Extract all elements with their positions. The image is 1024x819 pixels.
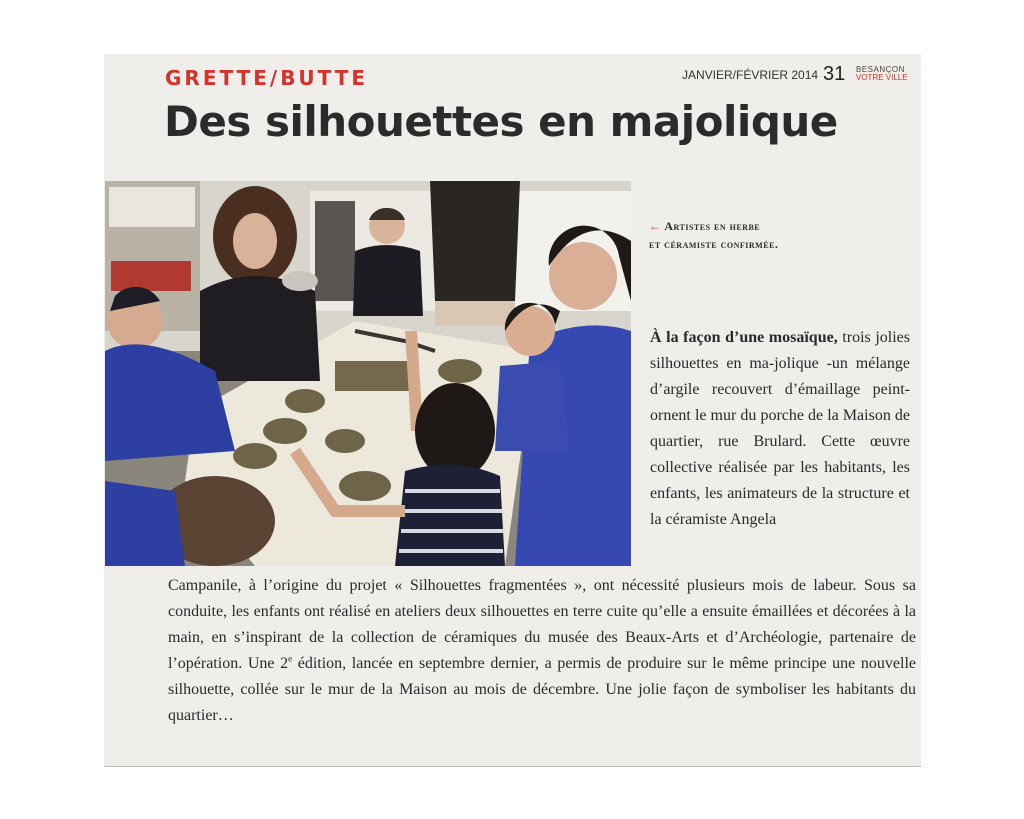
issue-date: JANVIER/FÉVRIER 2014	[682, 68, 819, 82]
article-body	[168, 573, 916, 729]
newspaper-clipping	[104, 54, 921, 767]
photo-caption	[649, 217, 849, 253]
publication-logo-tagline: VOTRE VILLE	[856, 73, 908, 82]
section-kicker: GRETTE/BUTTE	[165, 66, 369, 90]
article-lead	[650, 325, 910, 533]
arrow-left-icon: ←	[649, 219, 662, 233]
page-number: 31	[823, 63, 846, 85]
body-text-1: Campanile, à l’origine du projet « Silhouettes fragmentées », ont nécessité plusieurs mois de labeur. Sous sa conduite, les enfants ont réalisé en ateliers deux silhouettes en terre cuite qu’elle a ensuite émaillées et décorées à la main, en s’inspirant de la collection de céramiques du musée des Beaux-Arts et d’Archéologie, partenaire de l’opération. Une 2	[168, 577, 916, 672]
photo-illustration	[105, 181, 631, 566]
article-photo	[105, 181, 631, 566]
lead-bold: À la façon d’une mosaïque,	[650, 329, 838, 346]
caption-line-1: Artistes en herbe	[664, 219, 761, 233]
article-headline: Des silhouettes en majolique	[164, 97, 838, 146]
publication-logo	[856, 66, 908, 82]
publication-logo-city: BESANÇON	[856, 65, 905, 74]
body-text-2: édition, lancée en septembre dernier, a permis de produire sur le même principe une nouvelle silhouette, collée sur le mur de la Maison au mois de décembre. Une jolie façon de symboliser les habitants du quartier…	[168, 655, 916, 724]
caption-line-2: et céramiste confirmée.	[649, 237, 779, 251]
ordinal-superscript: e	[288, 653, 293, 664]
lead-text: trois jolies silhouettes en ma-jolique -un mélange d’argile recouvert d’émaillage peint- ornent le mur du porche de la Maison de quartier, rue Brulard. Cette œuvre collective réalisée par les habitants, les enfants, les animateurs de la structure et la céramiste Angela	[650, 329, 911, 528]
